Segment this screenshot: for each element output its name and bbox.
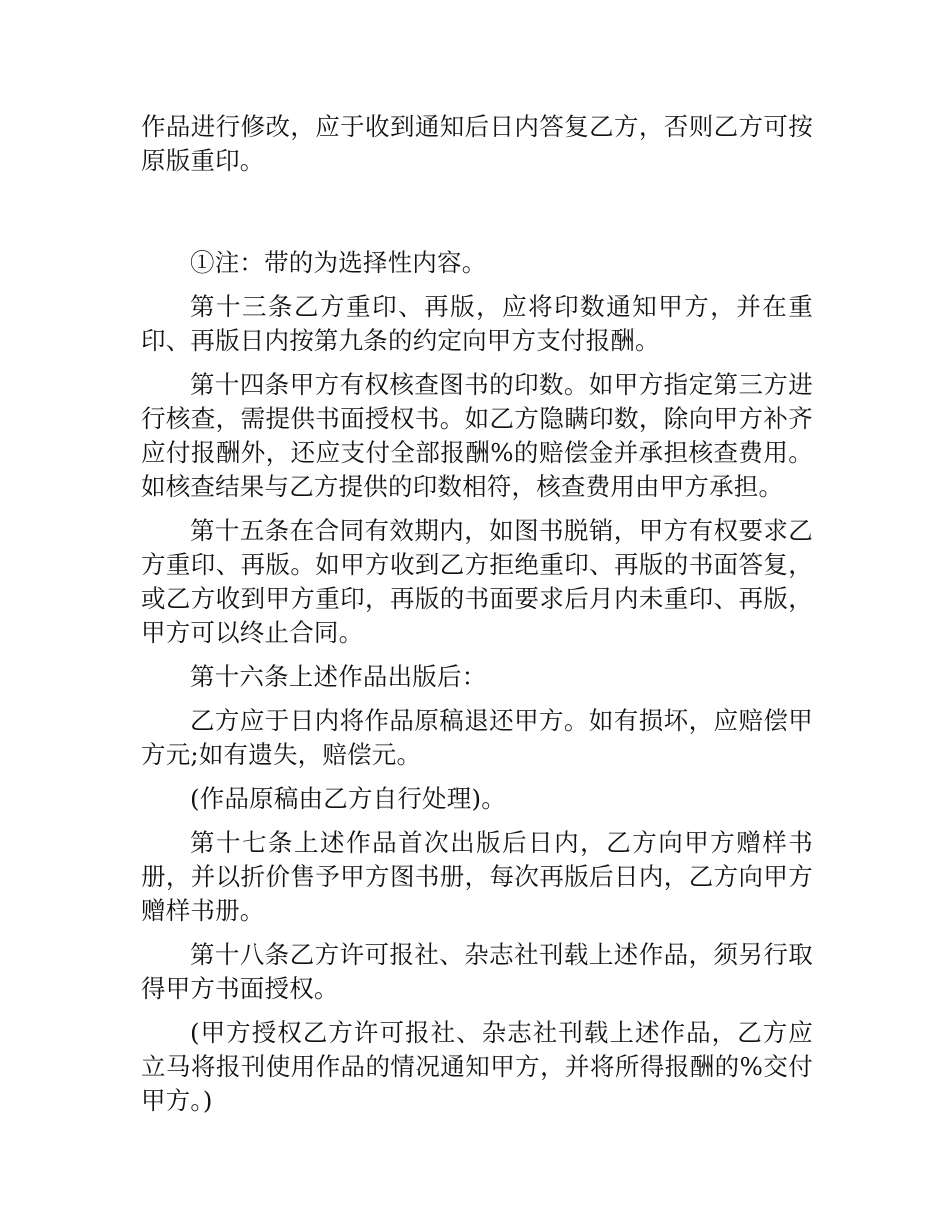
paragraph-article-18: 第十八条乙方许可报社、杂志社刊载上述作品，须另行取得甲方书面授权。	[141, 940, 813, 1003]
paragraph-article-15: 第十五条在合同有效期内，如图书脱销，甲方有权要求乙方重印、再版。如甲方收到乙方拒绝重印、再版的书面答复，或乙方收到甲方重印，再版的书面要求后月内未重印、再版，甲方可以终止合同。	[141, 516, 813, 647]
paragraph-article-17: 第十七条上述作品首次出版后日内，乙方向甲方赠样书册，并以折价售予甲方图书册，每次再版后日内，乙方向甲方赠样书册。	[141, 828, 813, 925]
paragraph-note: ①注：带的为选择性内容。	[190, 248, 487, 277]
paragraph-article-18-option: (甲方授权乙方许可报社、杂志社刊载上述作品，乙方应立马将报刊使用作品的情况通知甲方，并将所得报酬的%交付甲方。)	[141, 1018, 813, 1115]
paragraph-manuscript-return: 乙方应于日内将作品原稿退还甲方。如有损坏，应赔偿甲方元;如有遗失，赔偿元。	[141, 706, 813, 769]
paragraph-article-16: 第十六条上述作品出版后：	[190, 662, 487, 691]
paragraph-continuation: 作品进行修改，应于收到通知后日内答复乙方，否则乙方可按原版重印。	[141, 112, 813, 175]
paragraph-article-14: 第十四条甲方有权核查图书的印数。如甲方指定第三方进行核查，需提供书面授权书。如乙方隐瞒印数，除向甲方补齐应付报酬外，还应支付全部报酬%的赔偿金并承担核查费用。如核查结果与乙方提供的印数相符，核查费用由甲方承担。	[141, 370, 813, 501]
document-page	[141, 110, 813, 1118]
paragraph-article-13: 第十三条乙方重印、再版，应将印数通知甲方，并在重印、再版日内按第九条的约定向甲方支付报酬。	[141, 292, 813, 355]
paragraph-manuscript-option: (作品原稿由乙方自行处理)。	[190, 784, 506, 813]
